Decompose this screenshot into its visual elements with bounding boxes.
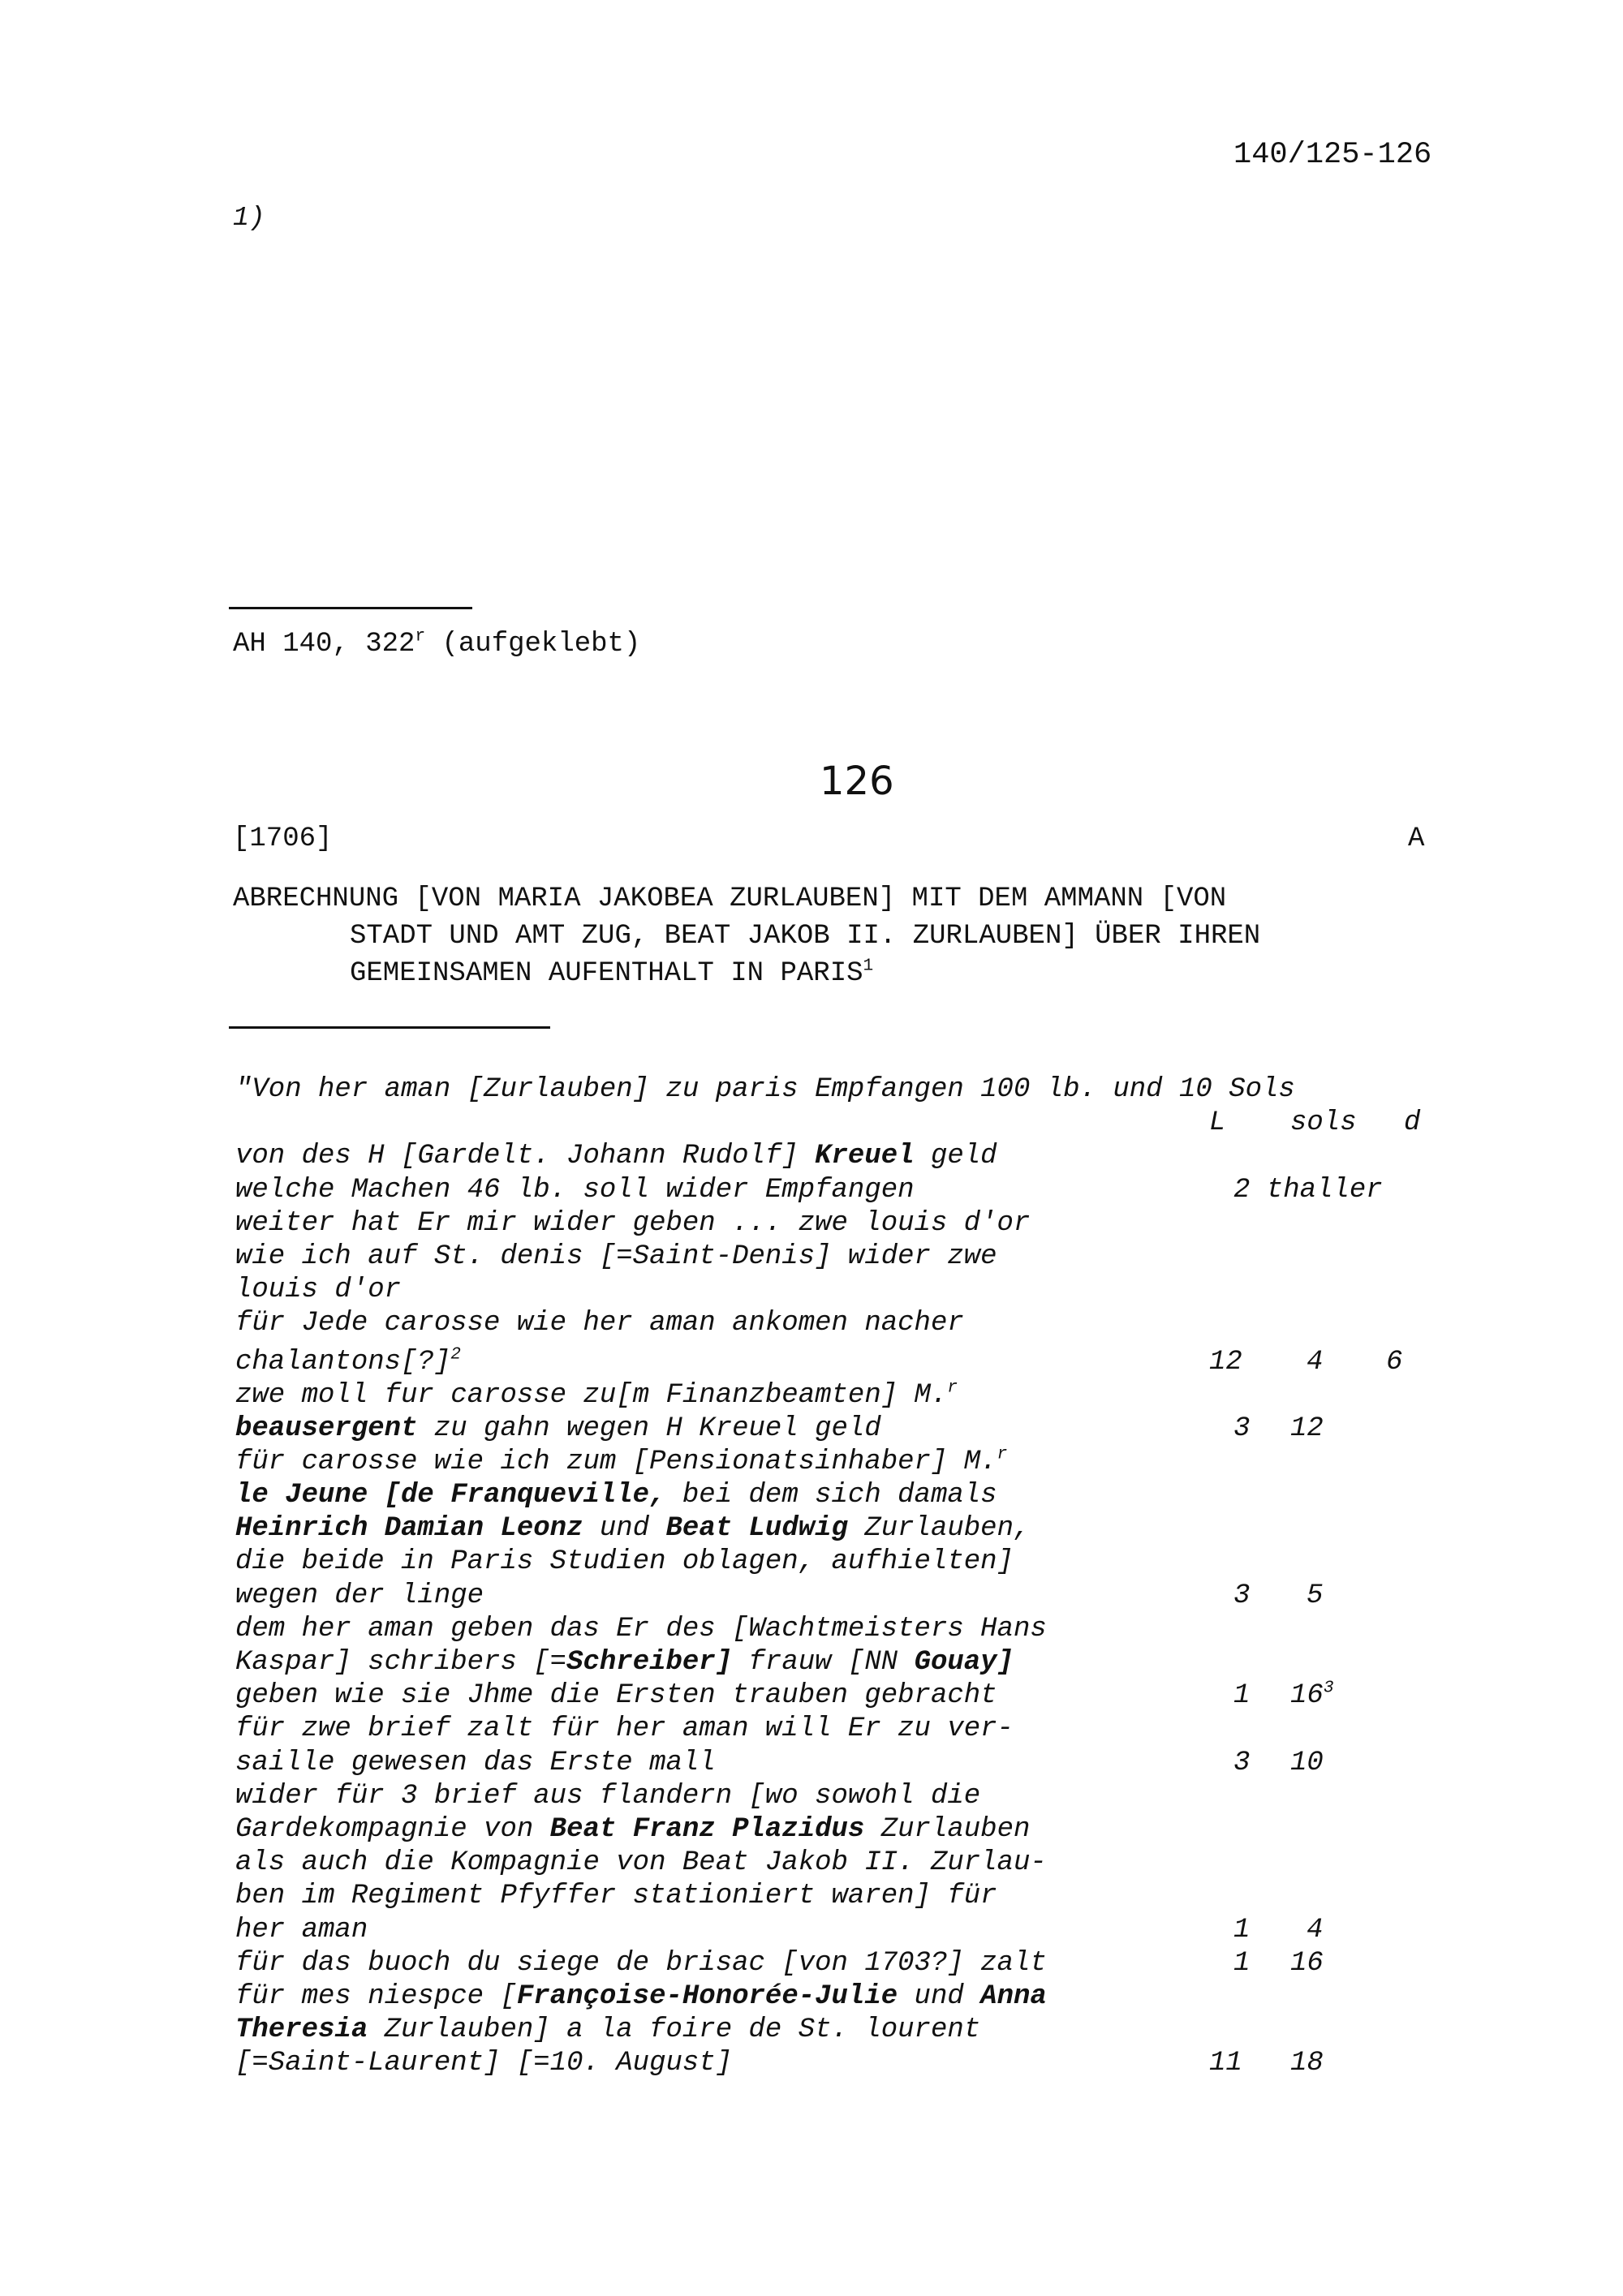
document-letter: A <box>1408 823 1425 854</box>
entry-line: ben im Regiment Pfyffer stationiert waren] für <box>235 1881 997 1912</box>
entry-line: chalantons[?]$^2$ 12 4 6 <box>235 1344 1403 1378</box>
entry-line: für das buoch du siege de brisac [von 1703?] zalt 1 16 <box>235 1947 1324 1979</box>
divider-top <box>229 607 472 609</box>
entry-line: dem her aman geben das Er des [Wachtmeisters Hans <box>235 1613 1047 1645</box>
entry-line: wegen der linge 3 5 <box>235 1580 1324 1611</box>
title-line-1: ABRECHNUNG [VON MARIA JAKOBEA ZURLAUBEN] MIT DEM AMMANN [VON <box>233 884 1227 914</box>
entry-line: beausergent zu gahn wegen H Kreuel geld 3 12 <box>235 1412 1324 1444</box>
document-number: 126 <box>820 759 894 804</box>
footnote-reference: 1) <box>233 203 265 233</box>
entry-line: louis d'or <box>235 1275 402 1306</box>
entry-line: von des H [Gardelt. Johann Rudolf] Kreuel geld <box>235 1141 997 1172</box>
entry-line: zwe moll fur carosse zu[m Finanzbeamten] M.$^r$ <box>235 1378 958 1411</box>
entry-line: wider für 3 brief aus flandern [wo sowohl die <box>235 1780 981 1812</box>
entry-line: Gardekompagnie von Beat Franz Plazidus Zurlauben <box>235 1813 1031 1845</box>
page-reference: 140/125-126 <box>1233 138 1432 172</box>
title-line-2: STADT UND AMT ZUG, BEAT JAKOB II. ZURLAUBEN] ÜBER IHREN <box>350 921 1261 952</box>
document-title <box>233 880 1260 992</box>
entry-line: Heinrich Damian Leonz und Beat Ludwig Zurlauben, <box>235 1513 1031 1545</box>
account-entries <box>235 1073 1534 2080</box>
entry-line: geben wie sie Jhme die Ersten trauben gebracht 1 $16^3$ <box>235 1678 1334 1712</box>
entry-line: weiter hat Er mir wider geben ... zwe louis d'or <box>235 1207 1031 1239</box>
column-header-d: d <box>1404 1107 1421 1139</box>
entry-intro: "Von her aman [Zurlauben] zu paris Empfangen 100 lb. und 10 Sols <box>235 1074 1295 1105</box>
entry-line: für carosse wie ich zum [Pensionatsinhaber] M.$^r$ <box>235 1444 1008 1477</box>
entry-line: für mes niespce [Françoise-Honorée-Julie und Anna <box>235 1980 1047 2012</box>
column-headers <box>235 1107 1534 1140</box>
column-header-L: L <box>1209 1107 1226 1139</box>
entry-line: saille gewesen das Erste mall 3 10 <box>235 1747 1324 1778</box>
column-header-sols: sols <box>1290 1107 1357 1139</box>
title-line-3: GEMEINSAMEN AUFENTHALT IN PARIS$^1$ <box>350 956 874 989</box>
entry-line: Kaspar] schribers [=Schreiber] frauw [NN Gouay] <box>235 1647 1014 1678</box>
entry-line: als auch die Kompagnie von Beat Jakob II. Zurlau- <box>235 1847 1047 1879</box>
entry-line: für zwe brief zalt für her aman will Er zu ver- <box>235 1713 1014 1745</box>
entry-line: für Jede carosse wie her aman ankomen nacher <box>235 1308 964 1339</box>
entry-line: [=Saint-Laurent] [=10. August] 11 18 <box>235 2048 1324 2079</box>
entry-line: her aman 1 4 <box>235 1914 1324 1946</box>
entry-line: wie ich auf St. denis [=Saint-Denis] wider zwe <box>235 1240 997 1272</box>
entry-line: welche Machen 46 lb. soll wider Empfangen 2 thaller <box>235 1174 1383 1206</box>
entry-line: le Jeune [de Franqueville, bei dem sich damals <box>235 1480 997 1511</box>
entry-line: die beide in Paris Studien oblagen, aufhielten] <box>235 1546 1014 1578</box>
document-date: [1706] <box>233 823 333 854</box>
divider-title <box>229 1026 550 1029</box>
entry-line: Theresia Zurlauben] a la foire de St. lourent <box>235 2014 981 2046</box>
source-note: AH 140, 322$^r$ (aufgeklebt) <box>233 626 641 660</box>
